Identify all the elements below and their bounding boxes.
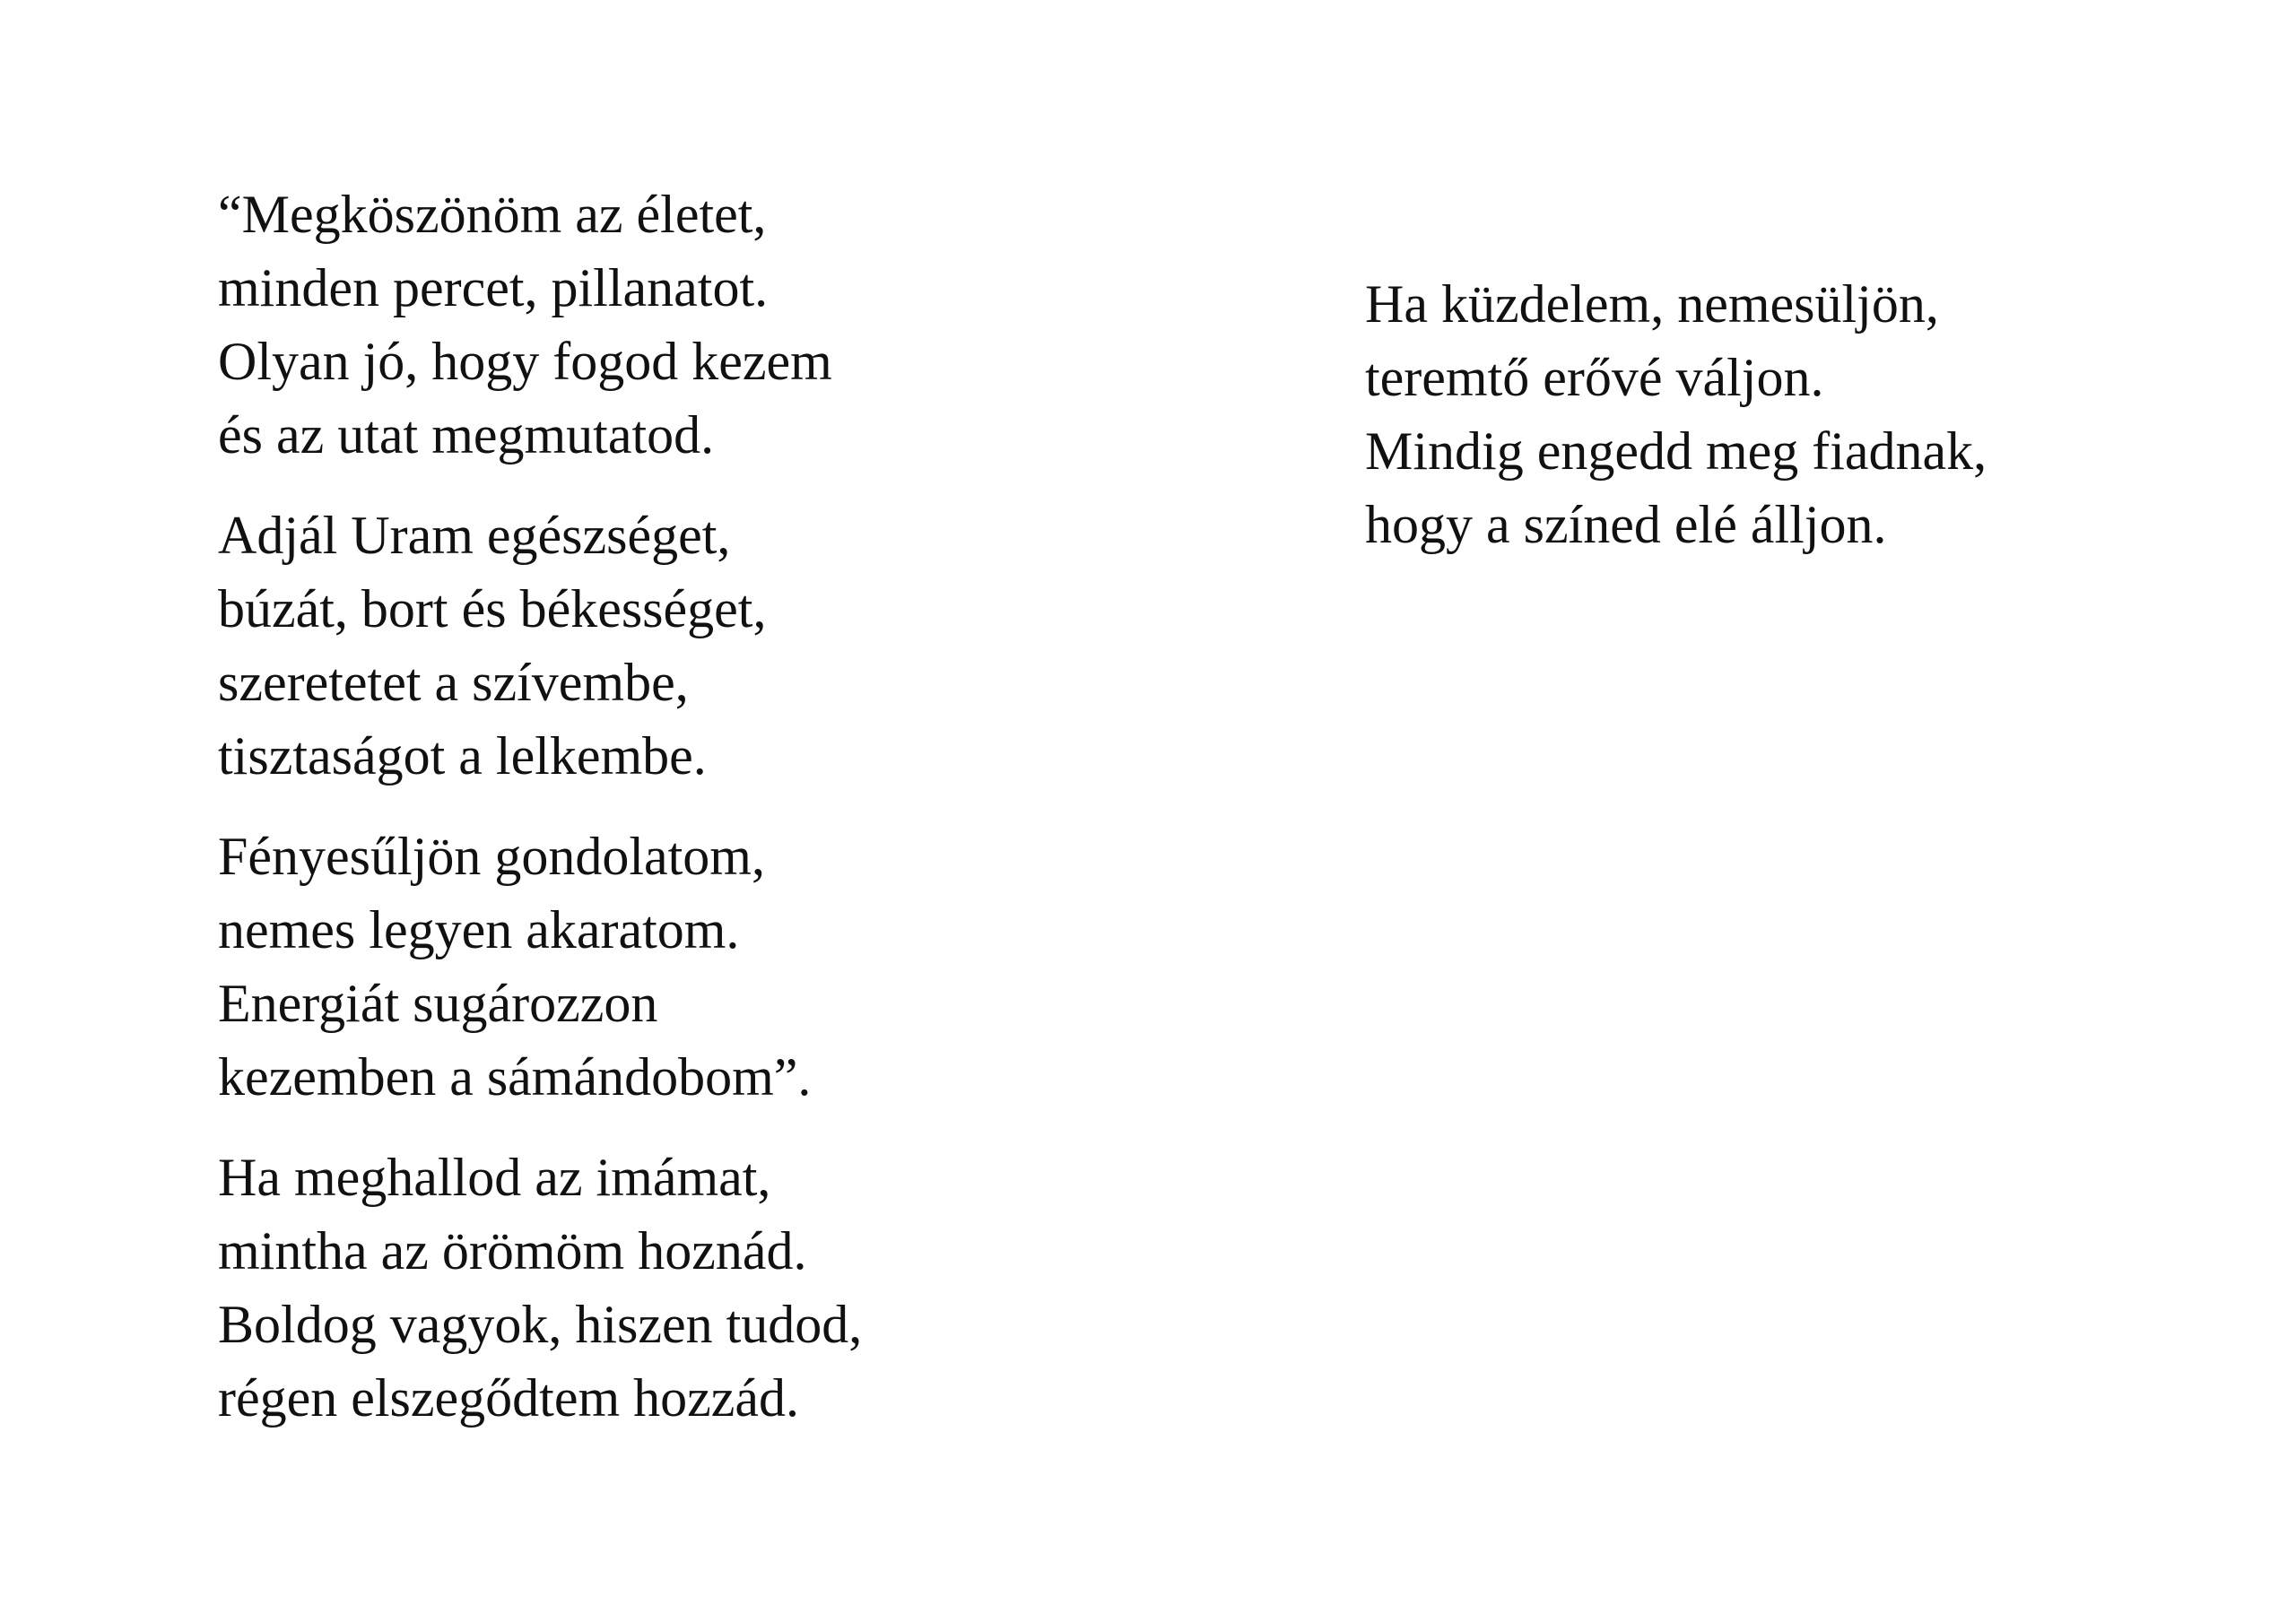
poem-line: Boldog vagyok, hiszen tudod,	[218, 1295, 863, 1354]
poem-line: szeretetet a szívembe,	[218, 653, 689, 712]
poem-line: Energiát sugározzon	[218, 974, 658, 1033]
poem-line: és az utat megmutatod.	[218, 405, 715, 464]
stanza-2	[218, 499, 1205, 793]
poem-line: Fényesűljön gondolatom,	[218, 827, 765, 886]
poem-line: mintha az örömöm hoznád.	[218, 1221, 807, 1280]
poem-left-column	[218, 178, 1205, 1462]
poem-line: régen elszegődtem hozzád.	[218, 1368, 800, 1428]
poem-line: nemes legyen akaratom.	[218, 900, 740, 959]
poem-right-column	[1365, 267, 2262, 588]
poem-line: hogy a színed elé álljon.	[1365, 495, 1887, 554]
stanza-3	[218, 820, 1205, 1114]
poem-line: kezemben a sámándobom”.	[218, 1047, 812, 1107]
poem-line: Ha meghallod az imámat,	[218, 1148, 771, 1207]
poem-line: búzát, bort és békességet,	[218, 579, 767, 638]
poem-line: minden percet, pillanatot.	[218, 258, 769, 317]
poem-line: tisztaságot a lelkembe.	[218, 726, 707, 785]
stanza-4	[218, 1141, 1205, 1435]
poem-line: Adjál Uram egészséget,	[218, 506, 731, 565]
stanza-1	[218, 178, 1205, 472]
poem-line: Ha küzdelem, nemesüljön,	[1365, 274, 1939, 334]
poem-line: Mindig engedd meg fiadnak,	[1365, 421, 1987, 481]
stanza-5	[1365, 267, 2262, 561]
poem-line: teremtő erővé váljon.	[1365, 348, 1824, 407]
poem-line: “Megköszönöm az életet,	[218, 185, 767, 244]
poem-line: Olyan jó, hogy fogod kezem	[218, 332, 832, 391]
